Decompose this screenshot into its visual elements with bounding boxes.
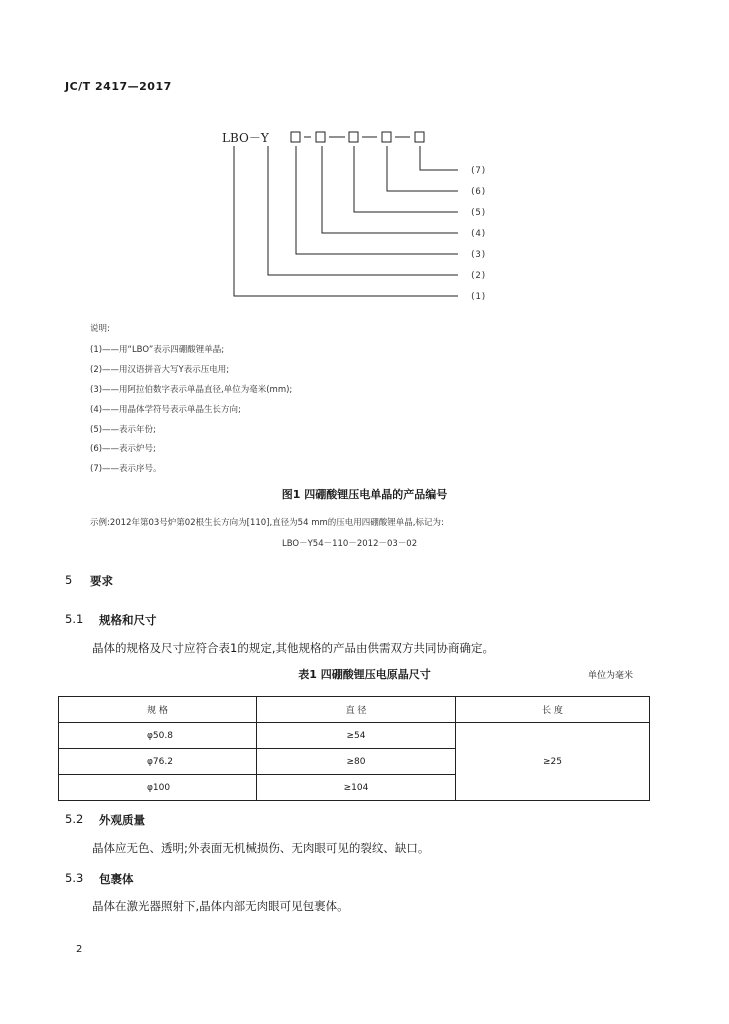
cell-spec: φ100 xyxy=(59,775,257,801)
label-7: (7) xyxy=(470,166,487,176)
code-prefix: LBO－Y xyxy=(222,131,269,145)
section-5-3-number: 5.3 xyxy=(65,871,84,885)
label-6: (6) xyxy=(470,187,487,197)
label-4: (4) xyxy=(470,229,487,239)
label-5: (5) xyxy=(470,208,487,218)
note-item: (7)——表示序号。 xyxy=(90,464,162,474)
cell-length: ≥25 xyxy=(456,723,650,801)
cell-diameter: ≥80 xyxy=(257,749,456,775)
header-diameter: 直 径 xyxy=(257,697,456,723)
notes-heading: 说明: xyxy=(90,324,110,334)
note-item: (5)——表示年份; xyxy=(90,425,156,435)
code-boxes xyxy=(291,132,424,142)
example-code: LBO－Y54－110－2012－03－02 xyxy=(282,539,418,549)
code-labels xyxy=(470,166,486,302)
cell-diameter: ≥104 xyxy=(257,775,456,801)
header-spec: 规 格 xyxy=(59,697,257,723)
figure-caption: 图1 四硼酸锂压电单晶的产品编号 xyxy=(281,488,448,501)
section-5-2-title: 外观质量 xyxy=(99,813,145,827)
table-row xyxy=(59,723,650,749)
section-5-1-text: 晶体的规格及尺寸应符合表1的规定,其他规格的产品由供需双方共同协商确定。 xyxy=(92,641,494,655)
spec-table xyxy=(58,696,650,801)
header-length: 长 度 xyxy=(456,697,650,723)
label-3: (3) xyxy=(470,250,487,260)
table-header-row xyxy=(59,697,650,723)
section-5-title: 要求 xyxy=(90,574,113,588)
note-item: (3)——用阿拉伯数字表示单晶直径,单位为毫米(mm); xyxy=(90,385,293,395)
section-5-1-title: 规格和尺寸 xyxy=(99,613,157,627)
label-2: (2) xyxy=(470,271,487,281)
table-unit: 单位为毫米 xyxy=(588,671,634,681)
note-item: (6)——表示炉号; xyxy=(90,444,156,454)
note-item: (4)——用晶体学符号表示单晶生长方向; xyxy=(90,405,241,415)
table-title: 表1 四硼酸锂压电原晶尺寸 xyxy=(298,668,431,681)
section-5-2-number: 5.2 xyxy=(65,812,84,826)
cell-spec: φ50.8 xyxy=(59,723,257,749)
example-text: 示例:2012年第03号炉第02根生长方向为[110],直径为54 mm的压电用四硼酸锂单晶,标记为: xyxy=(90,518,444,528)
product-code-diagram xyxy=(0,120,729,310)
page-number: 2 xyxy=(76,944,83,955)
section-5-3-text: 晶体在激光器照射下,晶体内部无肉眼可见包裹体。 xyxy=(92,899,349,913)
note-item: (2)——用汉语拼音大写Y表示压电用; xyxy=(90,365,230,375)
section-5-2-text: 晶体应无色、透明;外表面无机械损伤、无肉眼可见的裂纹、缺口。 xyxy=(92,841,430,855)
cell-spec: φ76.2 xyxy=(59,749,257,775)
code-connectors xyxy=(234,146,458,296)
label-1: (1) xyxy=(470,292,487,302)
cell-diameter: ≥54 xyxy=(257,723,456,749)
standard-number: JC/T 2417—2017 xyxy=(65,80,172,93)
note-item: (1)——用“LBO”表示四硼酸锂单晶; xyxy=(90,345,225,355)
section-5-1-number: 5.1 xyxy=(65,612,84,626)
section-5-number: 5 xyxy=(65,573,73,587)
section-5-3-title: 包裹体 xyxy=(99,872,134,886)
